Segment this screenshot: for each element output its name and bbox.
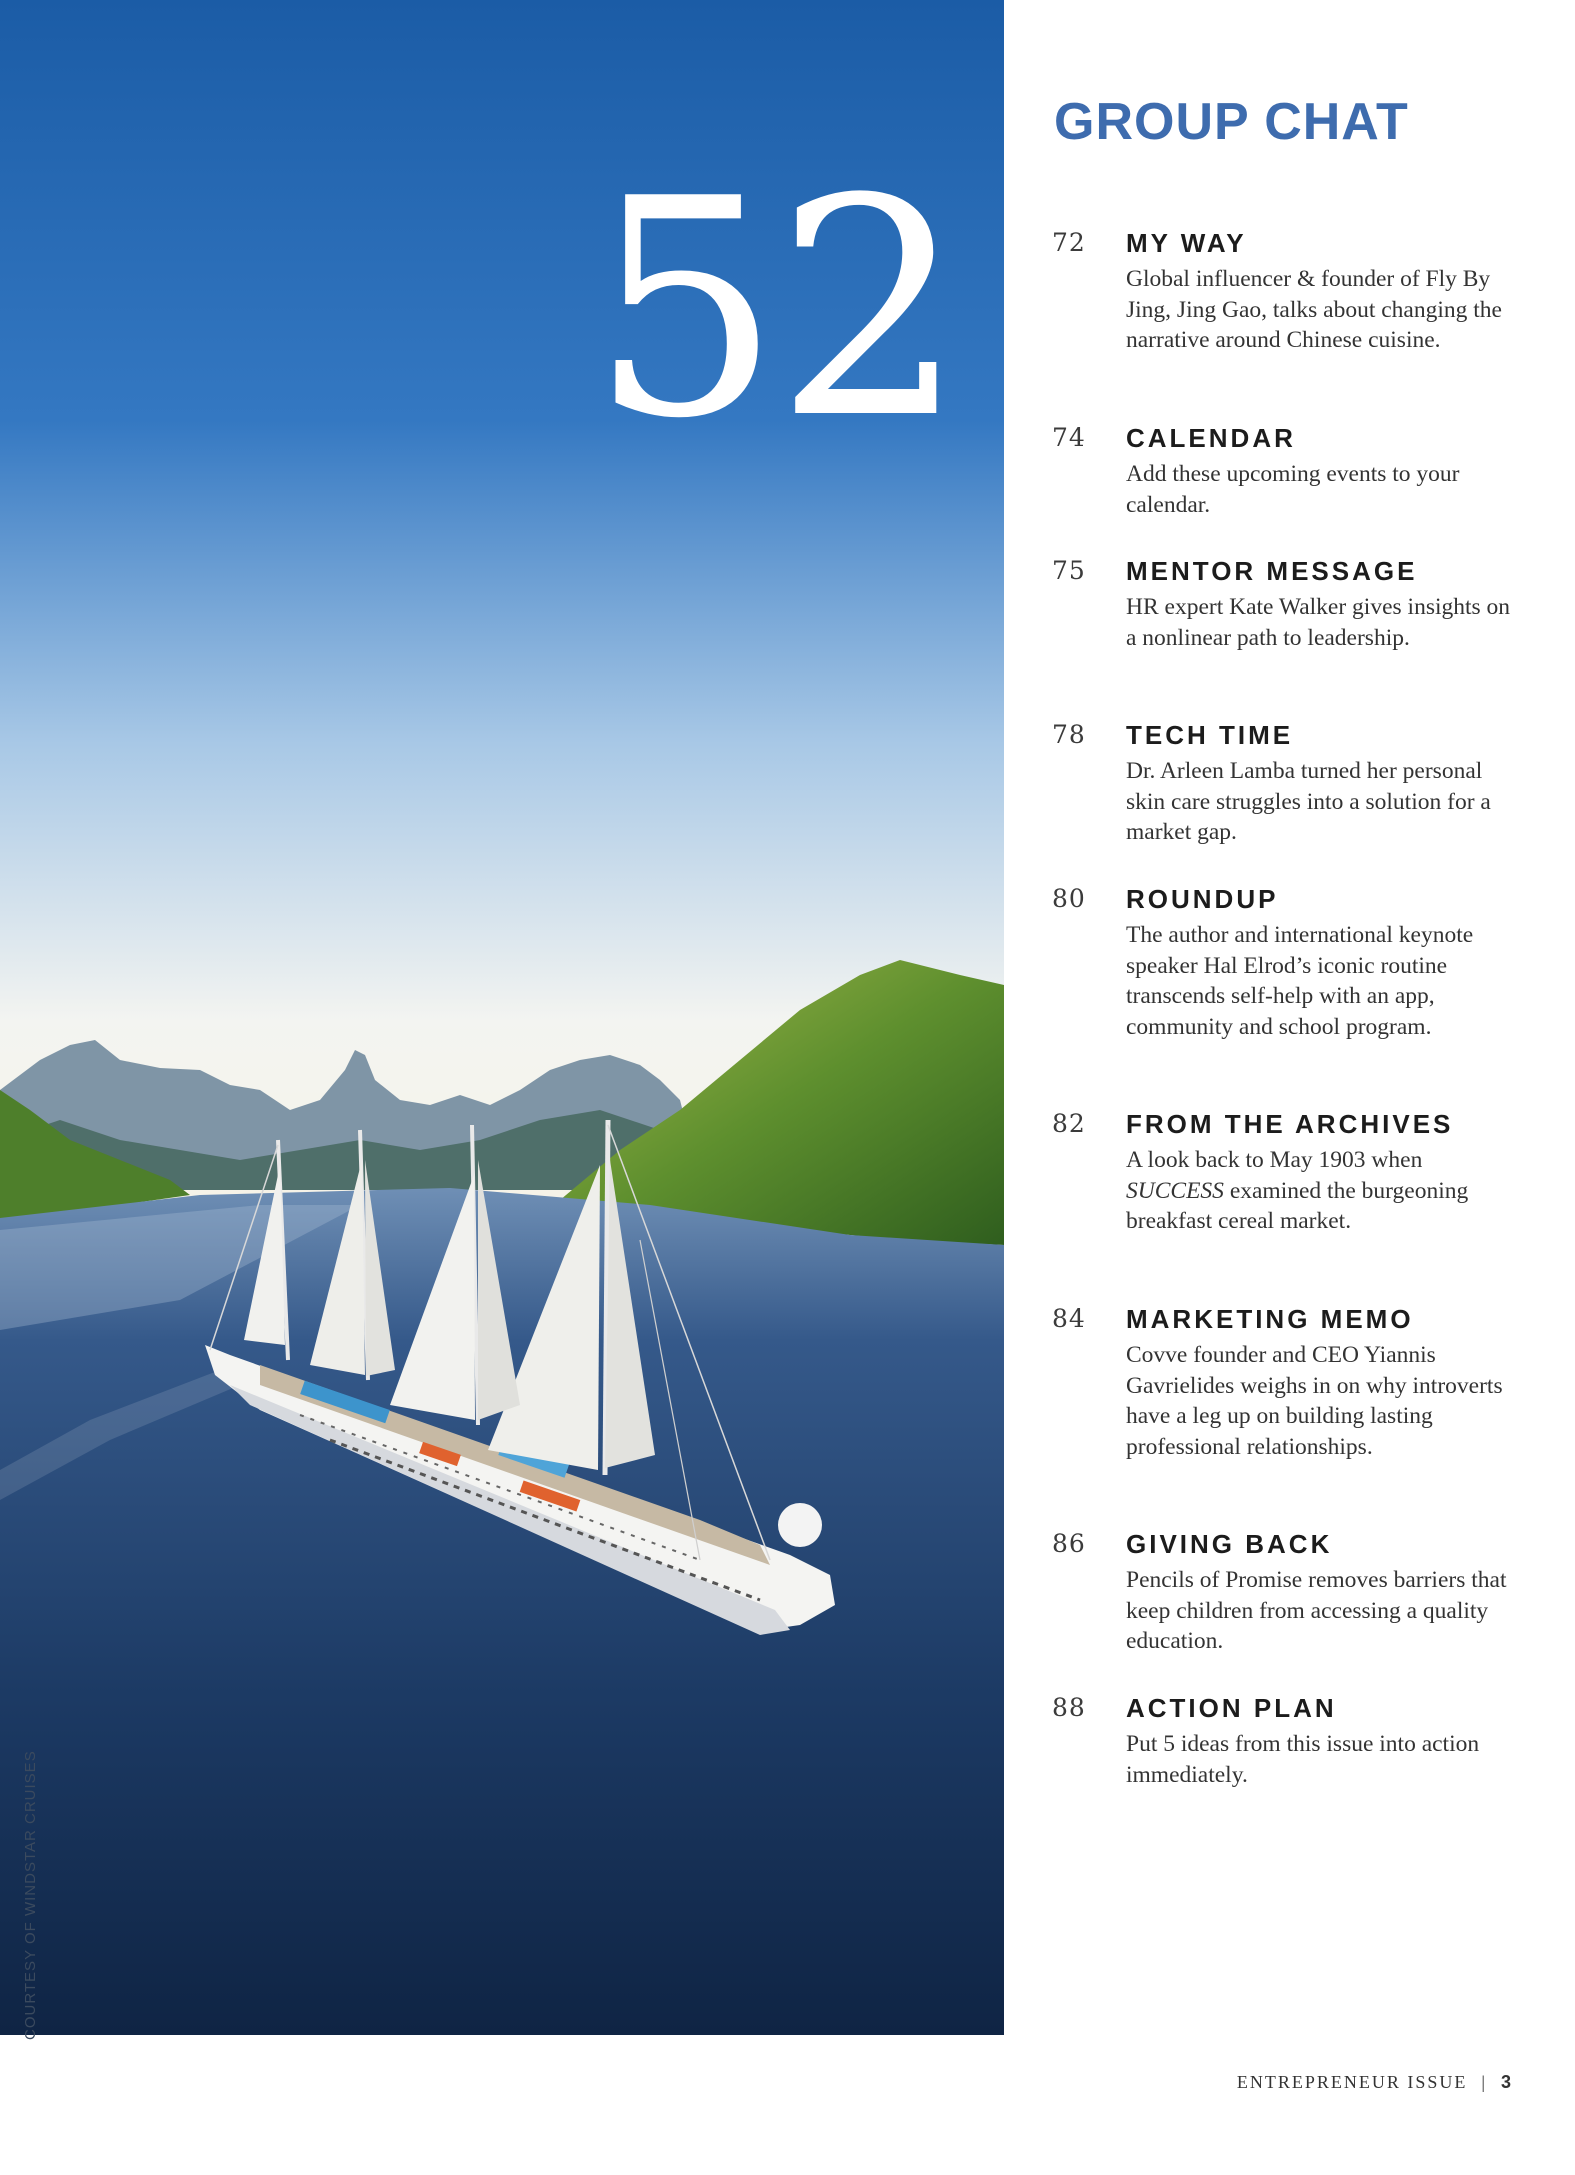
footer-separator: | [1481, 2072, 1487, 2092]
toc-heading: MENTOR MESSAGE [1126, 556, 1418, 586]
toc-description-text: examined the burgeoning breakfast cereal market. [1126, 1177, 1469, 1234]
toc-description [1126, 1145, 1516, 1237]
toc-heading: ACTION PLAN [1126, 1693, 1337, 1723]
toc-heading: GIVING BACK [1126, 1529, 1333, 1559]
toc-page-number: 72 [1052, 228, 1086, 257]
toc-description: Covve founder and CEO Yiannis Gavrielides weighs in on why introverts have a leg up on building lasting professional relationships. [1126, 1342, 1503, 1460]
toc-heading: TECH TIME [1126, 720, 1294, 750]
toc-description: Pencils of Promise removes barriers that keep children from accessing a quality education. [1126, 1567, 1507, 1654]
section-title: GROUP CHAT [1054, 93, 1409, 151]
toc-heading: MY WAY [1126, 228, 1247, 258]
toc-description-text: A look back to May 1903 when [1126, 1147, 1423, 1173]
page-footer [1237, 2072, 1513, 2093]
toc-heading: MARKETING MEMO [1126, 1304, 1414, 1334]
feature-page-number: 52 [590, 135, 960, 484]
toc-page-number: 84 [1052, 1304, 1086, 1333]
issue-name: ENTREPRENEUR ISSUE [1236, 2072, 1468, 2092]
toc-heading: ROUNDUP [1126, 884, 1279, 914]
toc-page-number: 74 [1052, 423, 1086, 452]
toc-page-number: 86 [1052, 1529, 1086, 1558]
magazine-title: SUCCESS [1126, 1177, 1224, 1204]
photo-credit: COURTESY OF WINDSTAR CRUISES [22, 1750, 39, 2040]
toc-page-number: 88 [1052, 1693, 1086, 1722]
toc-description: HR expert Kate Walker gives insights on a nonlinear path to leadership. [1126, 594, 1511, 651]
toc-page-number: 80 [1052, 884, 1086, 913]
toc-page-number: 82 [1052, 1109, 1086, 1138]
toc-heading: CALENDAR [1126, 423, 1296, 453]
toc-heading: FROM THE ARCHIVES [1126, 1109, 1454, 1139]
toc-description: The author and international keynote speaker Hal Elrod’s iconic routine transcends self-help with an app, community and school program. [1126, 922, 1474, 1040]
toc-description: Global influencer & founder of Fly By Jing, Jing Gao, talks about changing the narrative around Chinese cuisine. [1126, 266, 1502, 353]
toc-page-number: 78 [1052, 720, 1086, 749]
toc-page-number: 75 [1052, 556, 1086, 585]
toc-description: Add these upcoming events to your calendar. [1126, 461, 1460, 518]
page-number: 3 [1500, 2072, 1513, 2092]
toc-description: Dr. Arleen Lamba turned her personal skin care struggles into a solution for a market gap. [1126, 758, 1491, 845]
toc-description: Put 5 ideas from this issue into action immediately. [1126, 1731, 1480, 1788]
